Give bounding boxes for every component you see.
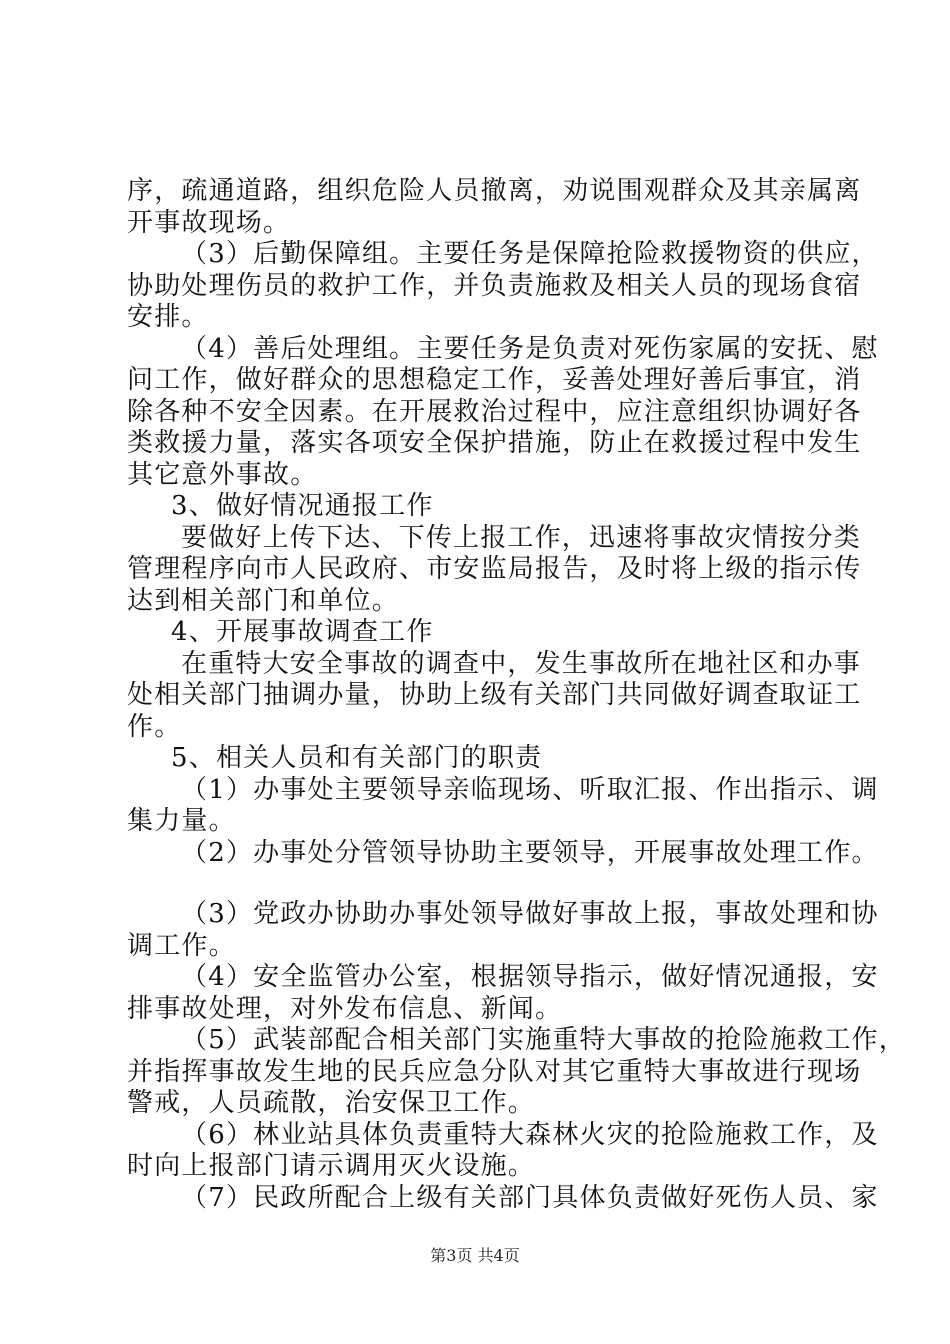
text-line: 其它意外事故。 (127, 459, 318, 490)
text-line: 警戒，人员疏散，治安保卫工作。 (127, 1088, 536, 1118)
text-line: 协助处理伤员的救护工作，并负责施救及相关人员的现场食宿 (127, 270, 862, 301)
body-text (127, 176, 906, 1214)
text-line: 序，疏通道路，组织危险人员撤离，劝说围观群众及其亲属离 (127, 176, 862, 206)
blank-line (127, 869, 833, 899)
text-line: （4）善后处理组。主要任务是负责对死伤家属的安抚、慰 (181, 333, 879, 364)
section-heading (127, 743, 833, 775)
text-line: （5）武装部配合相关部门实施重特大事故的抢险施救工作， (181, 1025, 906, 1055)
page-footer: 第3页 共4页 (430, 1246, 520, 1265)
text-line: （1）办事处主要领导亲临现场、听取汇报、作出指示、调 (181, 774, 879, 805)
paragraph (127, 837, 879, 870)
paragraph (127, 962, 879, 1025)
section-heading (127, 617, 833, 649)
text-line: 在重特大安全事故的调查中，发生事故所在地社区和办事 (181, 648, 862, 679)
paragraph (127, 176, 862, 239)
text-line: （6）林业站具体负责重特大森林火灾的抢险施救工作，及 (181, 1119, 879, 1150)
text-line: 要做好上传下达、下传上报工作，迅速将事故灾情按分类 (181, 522, 862, 553)
text-line: （3）后勤保障组。主要任务是保障抢险救援物资的供应， (181, 239, 879, 269)
text-line: 并指挥事故发生地的民兵应急分队对其它重特大事故进行现场 (127, 1056, 862, 1087)
paragraph (127, 1182, 879, 1215)
text-line: 集力量。 (127, 806, 236, 836)
text-line: 排事故处理，对外发布信息、新闻。 (127, 993, 563, 1024)
paragraph (127, 1119, 879, 1183)
text-line: 调工作。 (127, 930, 236, 961)
text-line: 处相关部门抽调办量，协助上级有关部门共同做好调查取证工 (127, 680, 862, 710)
text-line: 3、做好情况通报工作 (171, 491, 434, 521)
paragraph (127, 333, 879, 492)
text-line: 安排。 (127, 302, 209, 332)
text-line: 类救援力量，落实各项安全保护措施，防止在救援过程中发生 (127, 428, 862, 458)
text-line: 4、开展事故调查工作 (171, 617, 434, 647)
text-line: 开事故现场。 (127, 207, 291, 238)
paragraph (127, 239, 879, 334)
paragraph (127, 522, 862, 618)
text-line: （2）办事处分管领导协助主要领导，开展事故处理工作。 (181, 837, 879, 868)
text-line: 问工作，做好群众的思想稳定工作，妥善处理好善后事宜，消 (127, 365, 862, 395)
paragraph (127, 648, 862, 744)
text-line: 作。 (127, 711, 182, 742)
section-heading (127, 491, 833, 523)
paragraph (127, 774, 879, 838)
text-line: 时向上报部门请示调用灭火设施。 (127, 1151, 536, 1181)
text-line: （3）党政办协助办事处领导做好事故上报，事故处理和协 (181, 899, 879, 929)
text-line: （4）安全监管办公室，根据领导指示，做好情况通报，安 (181, 962, 879, 992)
text-line: 除各种不安全因素。在开展救治过程中，应注意组织协调好各 (127, 396, 862, 427)
text-line: （7）民政所配合上级有关部门具体负责做好死伤人员、家 (181, 1182, 879, 1213)
text-line: 5、相关人员和有关部门的职责 (171, 743, 543, 773)
text-line: 达到相关部门和单位。 (127, 585, 400, 616)
text-line: 管理程序向市人民政府、市安监局报告，及时将上级的指示传 (127, 554, 862, 584)
paragraph (127, 1025, 906, 1120)
paragraph (127, 899, 879, 962)
